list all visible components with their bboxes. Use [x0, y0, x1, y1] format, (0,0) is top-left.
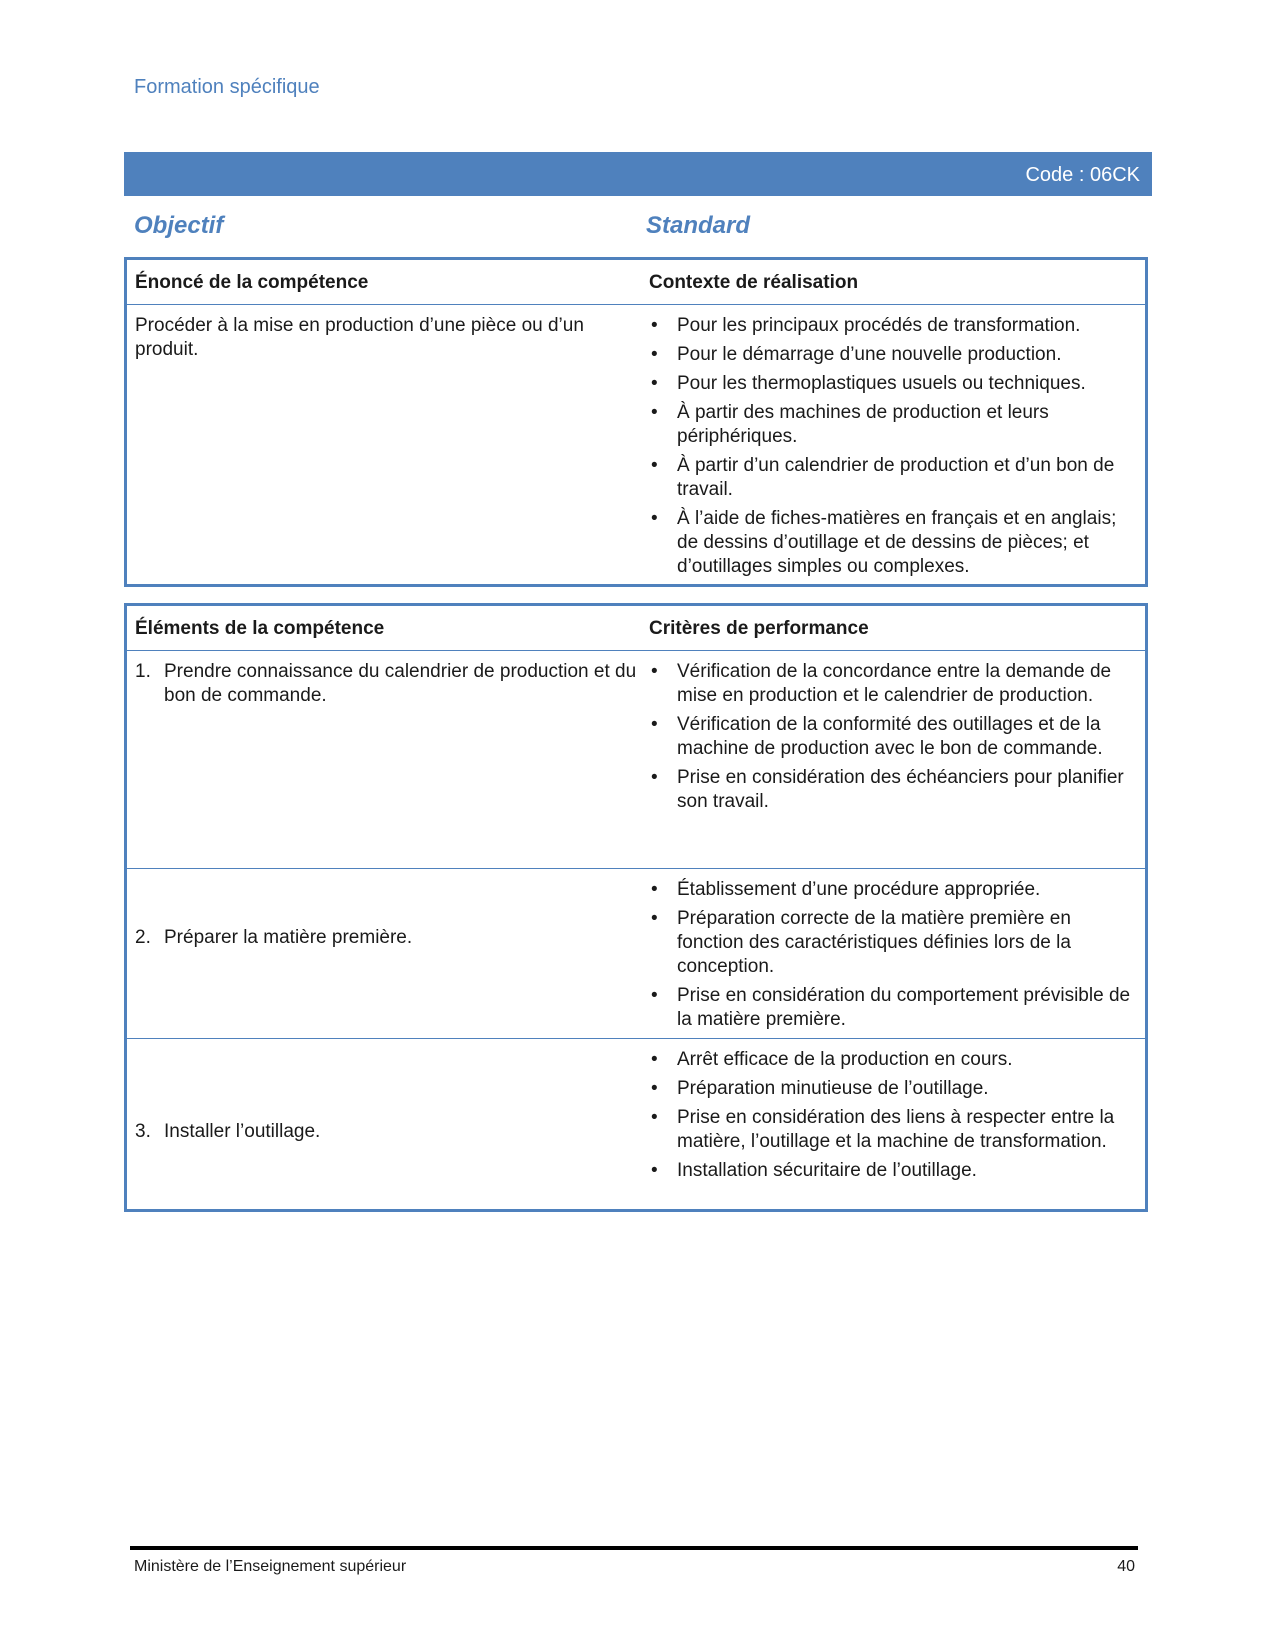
- elements-table-header: [127, 606, 1145, 651]
- footer-rule: [130, 1546, 1138, 1550]
- statement-header: Énoncé de la compétence: [135, 272, 369, 293]
- element-row-2: [135, 926, 654, 950]
- context-item: • Pour les principaux procédés de transformation.: [649, 314, 1139, 338]
- objective-title: Objectif: [134, 212, 224, 239]
- criteria-row-2: [649, 878, 1139, 1037]
- statement-table-header: [127, 260, 1145, 305]
- criterion-item: • Prise en considération du comportement prévisible de la matière première.: [649, 984, 1139, 1032]
- element-text: Installer l’outillage.: [164, 1121, 321, 1142]
- criterion-item: • Établissement d’une procédure appropriée.: [649, 878, 1139, 902]
- element-text: Prendre connaissance du calendrier de production et du bon de commande.: [164, 661, 637, 706]
- criterion-item: • Vérification de la conformité des outillages et de la machine de production avec le bon de commande.: [649, 713, 1139, 761]
- row-divider: [127, 1038, 1145, 1039]
- competency-statement: Procéder à la mise en production d’une pièce ou d’un produit.: [135, 315, 584, 360]
- criteria-list: [649, 1048, 1139, 1183]
- context-item: • À partir d’un calendrier de production et d’un bon de travail.: [649, 454, 1139, 502]
- criterion-item: • Arrêt efficace de la production en cours.: [649, 1048, 1139, 1072]
- row-divider: [127, 868, 1145, 869]
- section-titles: [134, 212, 1144, 242]
- context-item: • À l’aide de fiches-matières en français et en anglais; de dessins d’outillage et de dessins de pièces; et d’outillages simples ou complexes.: [649, 507, 1139, 579]
- competency-code: Code : 06CK: [1025, 164, 1140, 186]
- context-header: Contexte de réalisation: [649, 272, 859, 293]
- footer-ministry: Ministère de l’Enseignement supérieur: [134, 1558, 407, 1575]
- element-row-1: [135, 660, 654, 708]
- elements-header: Éléments de la compétence: [135, 618, 385, 639]
- element-row-3: [135, 1120, 654, 1144]
- context-item: • Pour les thermoplastiques usuels ou techniques.: [649, 372, 1139, 396]
- criteria-row-3: [649, 1048, 1139, 1188]
- element-text: Préparer la matière première.: [164, 927, 413, 948]
- criterion-item: • Préparation minutieuse de l’outillage.: [649, 1077, 1139, 1101]
- statement-table: [124, 257, 1148, 587]
- criterion-item: • Prise en considération des échéanciers pour planifier son travail.: [649, 766, 1139, 814]
- context-item: • À partir des machines de production et leurs périphériques.: [649, 401, 1139, 449]
- code-banner: [124, 152, 1152, 196]
- context-item: • Pour le démarrage d’une nouvelle production.: [649, 343, 1139, 367]
- criteria-row-1: [649, 660, 1139, 819]
- criterion-item: • Installation sécuritaire de l’outillage.: [649, 1159, 1139, 1183]
- document-section-label: Formation spécifique: [134, 76, 320, 98]
- page-number: 40: [1117, 1558, 1135, 1575]
- criterion-item: • Vérification de la concordance entre la demande de mise en production et le calendrier de production.: [649, 660, 1139, 708]
- criterion-item: • Prise en considération des liens à respecter entre la matière, l’outillage et la machine de transformation.: [649, 1106, 1139, 1154]
- standard-title: Standard: [646, 212, 751, 239]
- criteria-header: Critères de performance: [649, 618, 869, 639]
- context-list-container: [649, 314, 1139, 584]
- element-number: 1.: [135, 661, 151, 682]
- criterion-item: • Préparation correcte de la matière première en fonction des caractéristiques définies lors de la conception.: [649, 907, 1139, 979]
- element-number: 3.: [135, 1121, 151, 1142]
- criteria-list: [649, 660, 1139, 814]
- elements-table: [124, 603, 1148, 1212]
- context-list: [649, 314, 1139, 579]
- element-number: 2.: [135, 927, 151, 948]
- criteria-list: [649, 878, 1139, 1032]
